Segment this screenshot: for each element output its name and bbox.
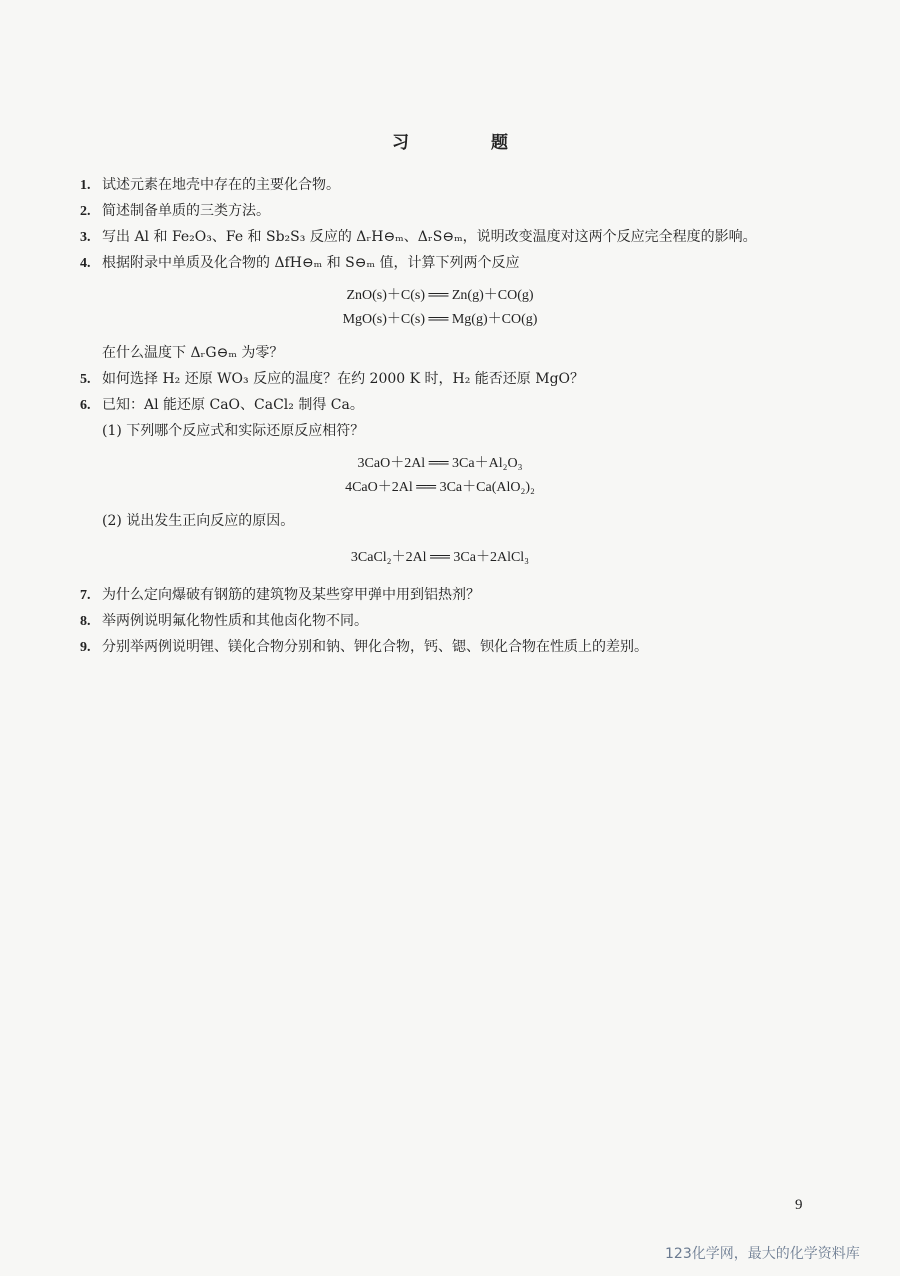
equation-group: [80, 284, 800, 332]
question-5: [80, 366, 800, 392]
question-8: [80, 608, 800, 634]
question-text: 根据附录中单质及化合物的 ΔfH⊖ₘ 和 S⊖ₘ 值，计算下列两个反应: [102, 255, 520, 271]
equation: 4CaO＋2Al ══ 3Ca＋Ca(AlO₂)₂: [345, 480, 535, 495]
question-number: 3.: [80, 230, 91, 245]
question-text: 如何选择 H₂ 还原 WO₃ 反应的温度？在约 2000 K 时，H₂ 能否还原 MgO？: [102, 371, 585, 387]
watermark-text: 123化学网，最大的化学资料库: [665, 1246, 860, 1262]
equation: MgO(s)＋C(s) ══ Mg(g)＋CO(g): [342, 312, 538, 327]
question-number: 6.: [80, 398, 91, 413]
question-6-part-2: (2) 说出发生正向反应的原因。: [102, 513, 295, 529]
question-number: 8.: [80, 614, 91, 629]
question-number: 2.: [80, 204, 91, 219]
question-4: [80, 250, 800, 276]
question-text: 试述元素在地壳中存在的主要化合物。: [102, 177, 340, 193]
question-number: 5.: [80, 372, 91, 387]
question-text: 为什么定向爆破有钢筋的建筑物及某些穿甲弹中用到铝热剂？: [102, 587, 480, 603]
page-number: 9: [795, 1197, 803, 1213]
question-9: [80, 634, 800, 660]
equation: 3CaCl₂＋2Al ══ 3Ca＋2AlCl₃: [350, 550, 530, 565]
exercise-list: [80, 172, 800, 660]
question-6-part-1: (1) 下列哪个反应式和实际还原反应相符？: [102, 423, 365, 439]
question-number: 9.: [80, 640, 91, 655]
question-number: 4.: [80, 256, 91, 271]
equation: 3CaO＋2Al ══ 3Ca＋Al₂O₃: [357, 456, 523, 471]
question-number: 1.: [80, 178, 91, 193]
question-3: [80, 224, 800, 250]
question-4-tail: 在什么温度下 ΔᵣG⊖ₘ 为零？: [102, 345, 284, 361]
question-6: [80, 392, 800, 418]
question-text: 简述制备单质的三类方法。: [102, 203, 270, 219]
equation: ZnO(s)＋C(s) ══ Zn(g)＋CO(g): [346, 288, 534, 303]
question-1: [80, 172, 800, 198]
question-7: [80, 582, 800, 608]
question-text: 写出 Al 和 Fe₂O₃、Fe 和 Sb₂S₃ 反应的 ΔᵣH⊖ₘ、ΔᵣS⊖ₘ，说明改变温度对这两个反应完全程度的影响。: [102, 229, 757, 245]
question-number: 7.: [80, 588, 91, 603]
equation-group: [80, 452, 800, 500]
question-2: [80, 198, 800, 224]
question-text: 分别举两例说明锂、镁化合物分别和钠、钾化合物，钙、锶、钡化合物在性质上的差别。: [102, 639, 648, 655]
question-text: 已知：Al 能还原 CaO、CaCl₂ 制得 Ca。: [102, 397, 364, 413]
page-title: 习 题: [392, 133, 546, 153]
question-text: 举两例说明氟化物性质和其他卤化物不同。: [102, 613, 368, 629]
equation-group: [80, 546, 800, 570]
